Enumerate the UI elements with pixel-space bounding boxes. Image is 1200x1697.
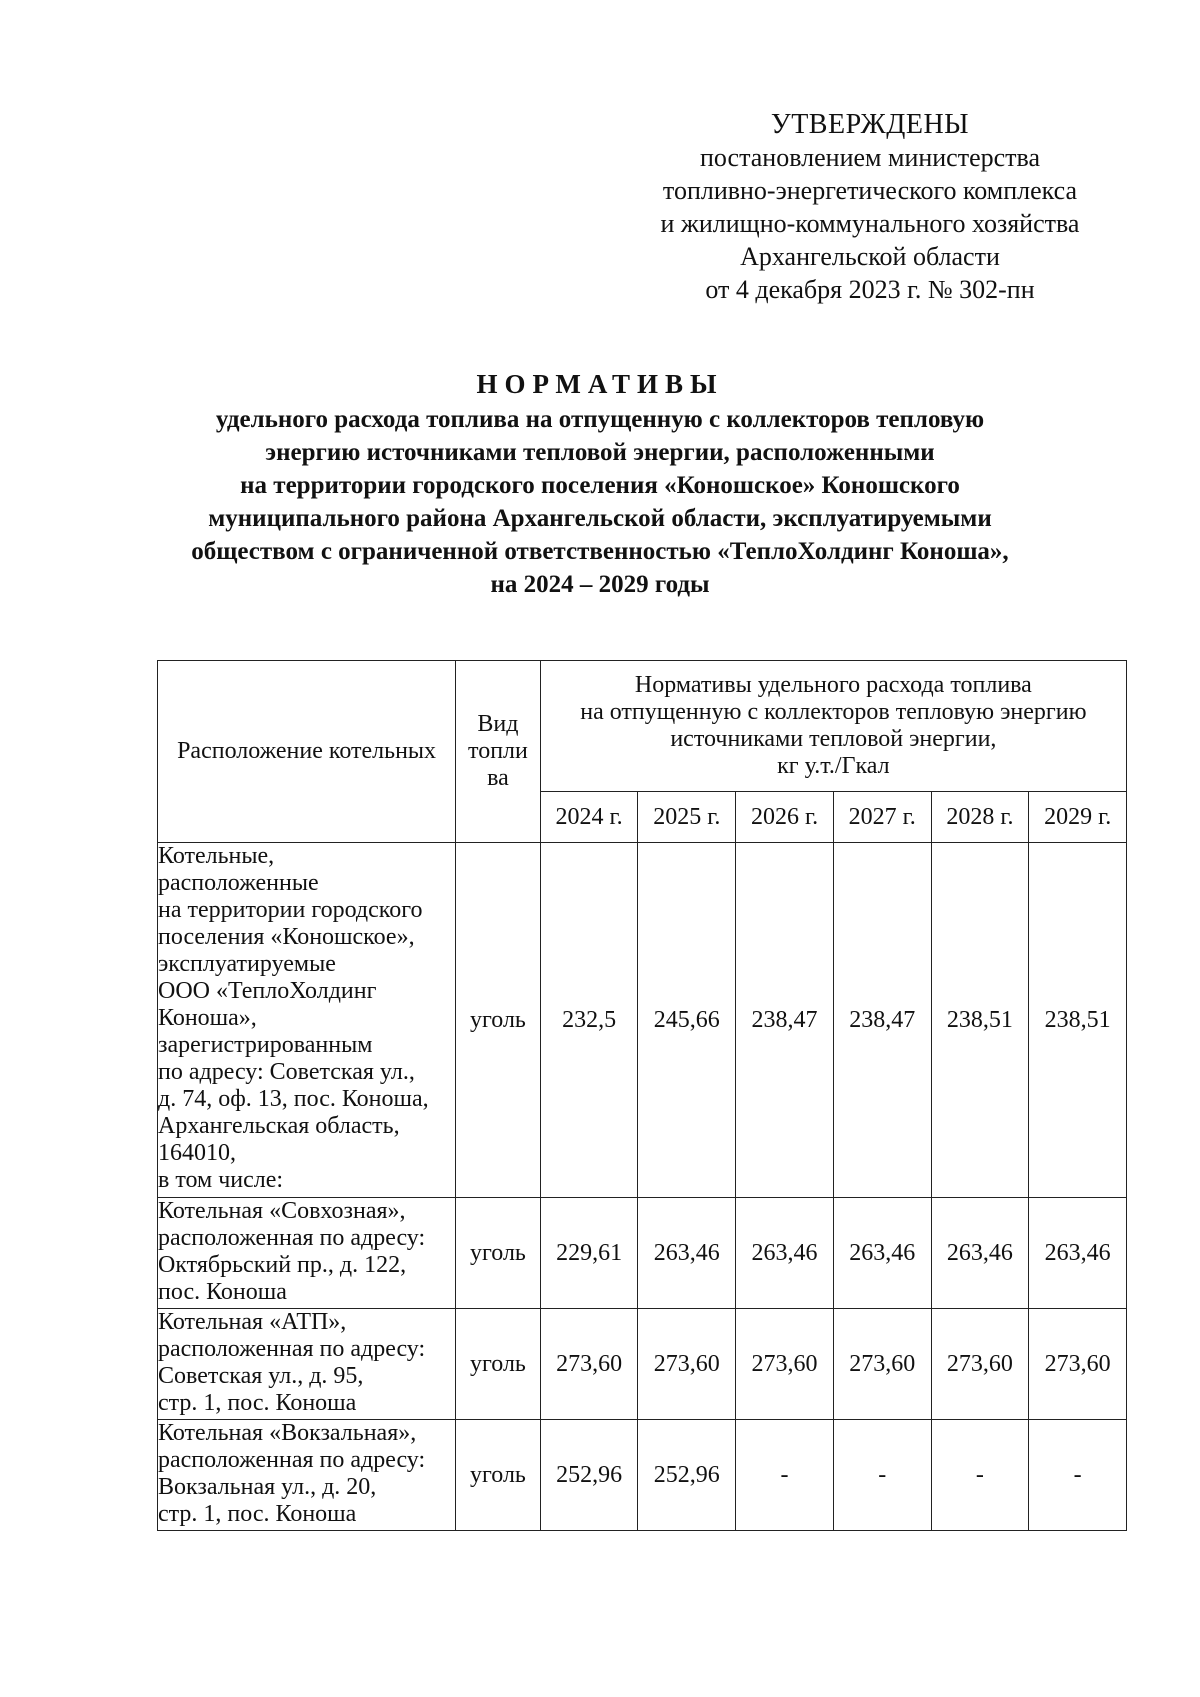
year-header: 2024 г.	[540, 792, 638, 843]
fuel-header-line: Вид	[477, 711, 519, 737]
location-line: Октябрьский пр., д. 122,	[158, 1252, 407, 1278]
norm-value-cell: -	[931, 1420, 1029, 1531]
approval-line: Архангельской области	[740, 242, 1000, 271]
norm-value-cell: 238,51	[1029, 843, 1127, 1198]
norm-value-cell: -	[736, 1420, 834, 1531]
norms-header-line: Нормативы удельного расхода топлива	[634, 672, 1032, 698]
norm-value-cell: 273,60	[931, 1309, 1029, 1420]
location-line: зарегистрированным	[158, 1032, 373, 1058]
norms-header-line: на отпущенную с коллекторов тепловую энергию	[580, 699, 1087, 725]
table-row	[158, 1309, 1127, 1420]
norm-value-cell: 263,46	[833, 1198, 931, 1309]
location-line: Котельная «АТП»,	[158, 1309, 347, 1335]
location-line: Советская ул., д. 95,	[158, 1363, 364, 1389]
boiler-location-cell	[158, 1309, 456, 1420]
fuel-type-cell: уголь	[456, 843, 541, 1198]
norm-value-cell: 232,5	[540, 843, 638, 1198]
location-line: Коноша»,	[158, 1005, 257, 1031]
table-row	[158, 1420, 1127, 1531]
document-title: НОРМАТИВЫ	[476, 369, 724, 399]
norms-header-line: кг у.т./Гкал	[777, 753, 890, 779]
location-line: расположенная по адресу:	[158, 1225, 426, 1251]
location-line: стр. 1, пос. Коноша	[158, 1390, 357, 1416]
approval-line: и жилищно-коммунального хозяйства	[660, 209, 1080, 238]
heading-line: удельного расхода топлива на отпущенную с коллекторов тепловую	[215, 406, 985, 433]
location-line: расположенная по адресу:	[158, 1336, 426, 1362]
approval-line: постановлением министерства	[699, 143, 1041, 172]
table-row	[158, 1198, 1127, 1309]
location-line: стр. 1, пос. Коноша	[158, 1501, 357, 1527]
approval-title: УТВЕРЖДЕНЫ	[770, 109, 970, 140]
norm-value-cell: 263,46	[931, 1198, 1029, 1309]
norm-value-cell: 273,60	[736, 1309, 834, 1420]
heading-line: на 2024 – 2029 годы	[490, 571, 710, 598]
column-header-norms	[540, 661, 1126, 792]
location-line: Котельная «Совхозная»,	[158, 1198, 406, 1224]
norms-header-line: источниками тепловой энергии,	[670, 726, 997, 752]
table-row	[158, 843, 1127, 1198]
location-line: Архангельская область,	[158, 1113, 400, 1139]
location-line: расположенные	[158, 870, 319, 896]
norm-value-cell: 238,47	[833, 843, 931, 1198]
norm-value-cell: 229,61	[540, 1198, 638, 1309]
norm-value-cell: 263,46	[736, 1198, 834, 1309]
approval-stamp	[600, 108, 1140, 306]
location-line: Котельные,	[158, 843, 275, 869]
location-line: по адресу: Советская ул.,	[158, 1059, 415, 1085]
norm-value-cell: 273,60	[638, 1309, 736, 1420]
column-header-fuel	[456, 661, 541, 843]
year-header: 2028 г.	[931, 792, 1029, 843]
boiler-location-cell	[158, 843, 456, 1198]
location-line: на территории городского	[158, 897, 423, 923]
location-line: эксплуатируемые	[158, 951, 336, 977]
location-line: д. 74, оф. 13, пос. Коноша,	[158, 1086, 429, 1112]
norm-value-cell: -	[1029, 1420, 1127, 1531]
norm-value-cell: 273,60	[1029, 1309, 1127, 1420]
document-heading	[120, 368, 1080, 601]
column-header-location: Расположение котельных	[158, 661, 456, 843]
heading-line: обществом с ограниченной ответственностью «ТеплоХолдинг Коноша»,	[191, 538, 1009, 565]
table-header-row	[158, 661, 1127, 792]
year-header: 2025 г.	[638, 792, 736, 843]
norm-value-cell: 263,46	[1029, 1198, 1127, 1309]
location-line: в том числе:	[158, 1167, 284, 1193]
heading-line: на территории городского поселения «Коношское» Коношского	[240, 472, 960, 499]
heading-line: муниципального района Архангельской области, эксплуатируемыми	[208, 505, 992, 532]
fuel-type-cell: уголь	[456, 1309, 541, 1420]
heading-line: энергию источниками тепловой энергии, расположенными	[265, 439, 935, 466]
norm-value-cell: 252,96	[540, 1420, 638, 1531]
year-header: 2029 г.	[1029, 792, 1127, 843]
location-line: Котельная «Вокзальная»,	[158, 1420, 417, 1446]
norm-value-cell: 245,66	[638, 843, 736, 1198]
location-line: ООО «ТеплоХолдинг	[158, 978, 377, 1004]
norm-value-cell: 273,60	[540, 1309, 638, 1420]
norm-value-cell: 238,51	[931, 843, 1029, 1198]
year-header: 2027 г.	[833, 792, 931, 843]
location-line: 164010,	[158, 1140, 236, 1166]
boiler-location-cell	[158, 1198, 456, 1309]
location-line: пос. Коноша	[158, 1279, 287, 1305]
norm-value-cell: 238,47	[736, 843, 834, 1198]
fuel-header-line: топли	[468, 738, 528, 764]
fuel-header-line: ва	[487, 765, 509, 791]
norm-value-cell: -	[833, 1420, 931, 1531]
fuel-type-cell: уголь	[456, 1198, 541, 1309]
location-line: расположенная по адресу:	[158, 1447, 426, 1473]
norm-value-cell: 273,60	[833, 1309, 931, 1420]
location-line: Вокзальная ул., д. 20,	[158, 1474, 377, 1500]
norms-table	[157, 660, 1127, 1531]
norm-value-cell: 252,96	[638, 1420, 736, 1531]
location-line: поселения «Коношское»,	[158, 924, 415, 950]
norm-value-cell: 263,46	[638, 1198, 736, 1309]
boiler-location-cell	[158, 1420, 456, 1531]
approval-line: от 4 декабря 2023 г. № 302-пн	[705, 275, 1035, 304]
approval-line: топливно-энергетического комплекса	[662, 176, 1078, 205]
year-header: 2026 г.	[736, 792, 834, 843]
fuel-type-cell: уголь	[456, 1420, 541, 1531]
